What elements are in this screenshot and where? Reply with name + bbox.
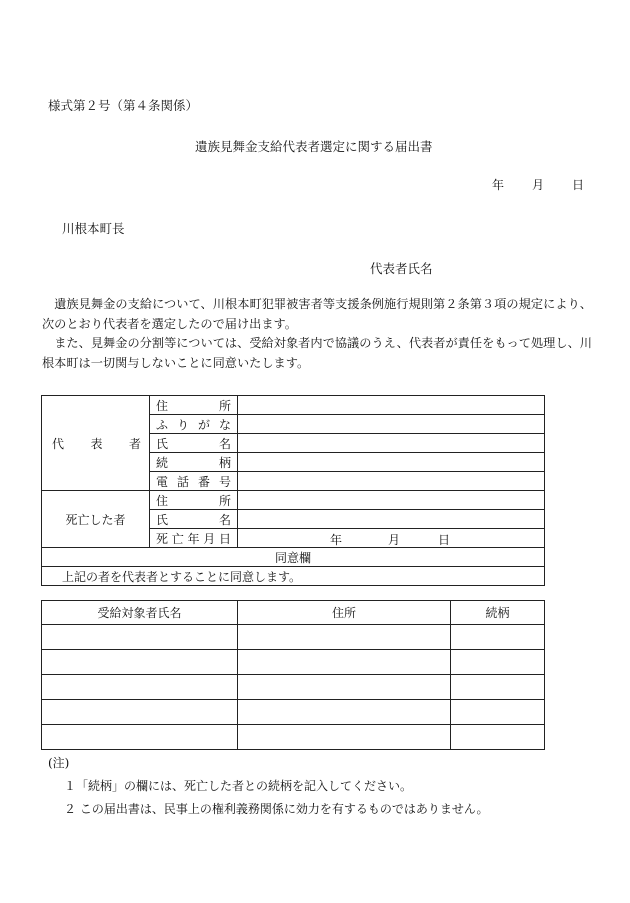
table-row	[42, 725, 545, 750]
rep-address-value[interactable]	[238, 396, 545, 415]
date-year: 年	[492, 178, 505, 192]
recipient-table	[41, 600, 545, 750]
consent-header: 同意欄	[42, 548, 545, 567]
recipient-relationship-cell[interactable]	[451, 725, 545, 750]
deceased-field-death-date: 死 亡 年 月 日	[150, 529, 238, 548]
deceased-name-value[interactable]	[238, 510, 545, 529]
header-address: 住所	[238, 601, 451, 625]
death-date-value[interactable]	[238, 529, 545, 548]
body-paragraph-1: 遺族見舞金の支給について、川根本町犯罪被害者等支援条例施行規則第２条第３項の規定により、次のとおり代表者を選定したので届け出ます。	[42, 297, 592, 331]
rep-field-furigana: ふ り が な	[150, 415, 238, 434]
body-text	[42, 295, 592, 373]
table-row	[42, 700, 545, 725]
recipient-address-cell[interactable]	[238, 725, 451, 750]
rep-name-value[interactable]	[238, 434, 545, 453]
recipient-name-cell[interactable]	[42, 650, 238, 675]
deceased-group-cell: 死亡した者	[42, 491, 150, 548]
document-title: 遺族見舞金支給代表者選定に関する届出書	[195, 139, 433, 154]
recipient-address-cell[interactable]	[238, 675, 451, 700]
table-row	[42, 650, 545, 675]
recipient-name-cell[interactable]	[42, 625, 238, 650]
death-date-month: 月	[388, 533, 401, 547]
note-item-2: ２ この届出書は、民事上の権利義務関係に効力を有するものではありません。	[64, 802, 489, 816]
rep-field-phone: 電 話 番 号	[150, 472, 238, 491]
recipient-relationship-cell[interactable]	[451, 675, 545, 700]
representative-name-label: 代表者氏名	[370, 261, 433, 276]
recipient-name-cell[interactable]	[42, 725, 238, 750]
recipient-relationship-cell[interactable]	[451, 625, 545, 650]
form-number: 様式第２号（第４条関係）	[48, 98, 199, 113]
note-item-1: １「続柄」の欄には、死亡した者との続柄を記入してください。	[64, 779, 413, 793]
body-paragraph-2: また、見舞金の分割等については、受給対象者内で協議のうえ、代表者が責任をもって処理し、川根本町は一切関与しないことに同意いたします。	[42, 336, 592, 370]
consent-statement: 上記の者を代表者とすることに同意します。	[42, 567, 545, 586]
notes-label: (注)	[48, 756, 70, 770]
rep-relationship-value[interactable]	[238, 453, 545, 472]
rep-furigana-value[interactable]	[238, 415, 545, 434]
recipient-name-cell[interactable]	[42, 700, 238, 725]
recipient-address-cell[interactable]	[238, 650, 451, 675]
deceased-address-value[interactable]	[238, 491, 545, 510]
representative-table	[41, 395, 545, 586]
death-date-day: 日	[438, 533, 451, 547]
rep-group-cell: 代 表 者	[42, 396, 150, 491]
table-row	[42, 625, 545, 650]
recipient-name-cell[interactable]	[42, 675, 238, 700]
rep-field-relationship: 続 柄	[150, 453, 238, 472]
addressee: 川根本町長	[62, 221, 125, 236]
date-month: 月	[532, 178, 545, 192]
header-relationship: 続柄	[451, 601, 545, 625]
date-day: 日	[572, 178, 585, 192]
table-row	[42, 675, 545, 700]
rep-phone-value[interactable]	[238, 472, 545, 491]
recipient-relationship-cell[interactable]	[451, 650, 545, 675]
deceased-field-address: 住 所	[150, 491, 238, 510]
death-date-year: 年	[330, 533, 343, 547]
header-recipient-name: 受給対象者氏名	[42, 601, 238, 625]
rep-field-address: 住 所	[150, 396, 238, 415]
notes	[48, 752, 489, 821]
recipient-relationship-cell[interactable]	[451, 700, 545, 725]
recipient-address-cell[interactable]	[238, 625, 451, 650]
recipient-address-cell[interactable]	[238, 700, 451, 725]
rep-field-name: 氏 名	[150, 434, 238, 453]
deceased-field-name: 氏 名	[150, 510, 238, 529]
